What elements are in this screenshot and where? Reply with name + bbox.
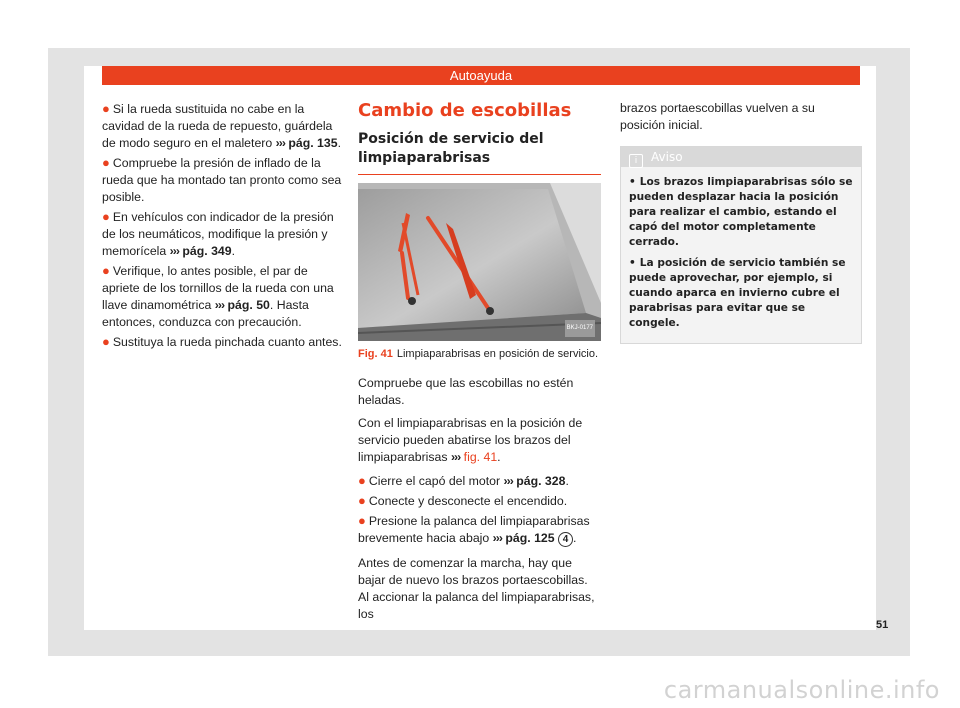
page-number: 51 <box>876 619 889 631</box>
section-header: Autoayuda <box>102 66 860 85</box>
arrow-icon: ››› <box>169 244 179 258</box>
arrow-icon: ››› <box>503 474 513 488</box>
arrow-icon: ››› <box>492 531 502 545</box>
figure-caption: Fig. 41 Limpiaparabrisas en posición de servicio. <box>358 348 599 360</box>
bullet-icon: ● <box>102 263 110 278</box>
notice-body <box>621 167 861 343</box>
right-column <box>620 100 860 344</box>
info-icon: i <box>629 154 643 168</box>
bullet-icon: ● <box>102 209 110 224</box>
list-item: ● Si la rueda sustituida no cabe en la cavidad de la rueda de repuesto, guárdela de modo seguro en el maletero ››› pág. 135. <box>102 101 341 150</box>
bullet-icon: • <box>629 257 636 269</box>
list-item: ● Verifique, lo antes posible, el par de apriete de los tornillos de la rueda con una llave dinamométrica ››› pág. 50. Hasta entonces, conduzca con precaución. <box>102 263 334 329</box>
page-link[interactable]: pág. 135 <box>288 136 338 150</box>
paragraph: Antes de comenzar la marcha, hay que bajar de nuevo los brazos portaescobillas. Al accionar la palanca del limpiaparabrisas, los <box>358 556 595 621</box>
arrow-icon: ››› <box>275 136 285 150</box>
section-title: Cambio de escobillas <box>358 100 572 121</box>
page-link[interactable]: pág. 125 <box>505 531 555 545</box>
middle-column <box>358 100 601 629</box>
notice-title: Aviso <box>651 150 683 164</box>
paragraph: Compruebe que las escobillas no estén heladas. <box>358 376 574 407</box>
list-item: ● Cierre el capó del motor ››› pág. 328. <box>358 473 569 488</box>
bullet-icon: ● <box>358 513 366 528</box>
page-link[interactable]: pág. 50 <box>227 298 270 312</box>
notice-header <box>621 147 861 167</box>
list-item: ● Conecte y desconecte el encendido. <box>358 493 568 508</box>
lever-position-badge: 4 <box>558 532 573 547</box>
bullet-icon: • <box>629 176 636 188</box>
left-column <box>102 100 342 353</box>
bullet-icon: ● <box>102 155 110 170</box>
bullet-icon: ● <box>358 473 366 488</box>
figure-code: BKJ-0177 <box>565 320 595 337</box>
paragraph: brazos portaescobillas vuelven a su posición inicial. <box>620 101 815 132</box>
paragraph: Con el limpiaparabrisas en la posición de servicio pueden abatirse los brazos del limpiaparabrisas ››› fig. 41. <box>358 416 583 464</box>
notice-item: • La posición de servicio también se puede aprovechar, por ejemplo, si cuando aparca en invierno cubre el parabrisas para evitar que se congele. <box>629 257 846 329</box>
list-item: ● Presione la palanca del limpiaparabrisas brevemente hacia abajo ››› pág. 125 4 . <box>358 513 590 545</box>
arrow-icon: ››› <box>214 298 225 312</box>
list-item: ● Sustituya la rueda pinchada cuanto antes. <box>102 334 342 349</box>
list-item: ● En vehículos con indicador de la presión de los neumáticos, modifique la presión y memorícela ››› pág. 349. <box>102 209 334 258</box>
figure-link[interactable]: fig. 41 <box>463 450 498 464</box>
bullet-icon: ● <box>102 334 110 349</box>
arrow-icon: ››› <box>450 450 461 464</box>
notice-box <box>620 146 862 344</box>
bullet-icon: ● <box>102 101 110 116</box>
watermark: carmanualsonline.info <box>663 676 940 704</box>
page-link[interactable]: pág. 328 <box>516 474 566 488</box>
notice-item: • Los brazos limpiaparabrisas sólo se pueden desplazar hacia la posición para realizar el cambio, estando el capó del motor completamente cerrado. <box>629 176 853 248</box>
list-item: ● Compruebe la presión de inflado de la rueda que ha montado tan pronto como sea posible. <box>102 155 342 204</box>
bullet-icon: ● <box>358 493 366 508</box>
wiper-illustration <box>358 183 601 341</box>
wiper-figure <box>358 183 601 341</box>
section-subtitle: Posición de servicio del limpiaparabrisas <box>358 130 601 175</box>
page-link[interactable]: pág. 349 <box>182 244 232 258</box>
